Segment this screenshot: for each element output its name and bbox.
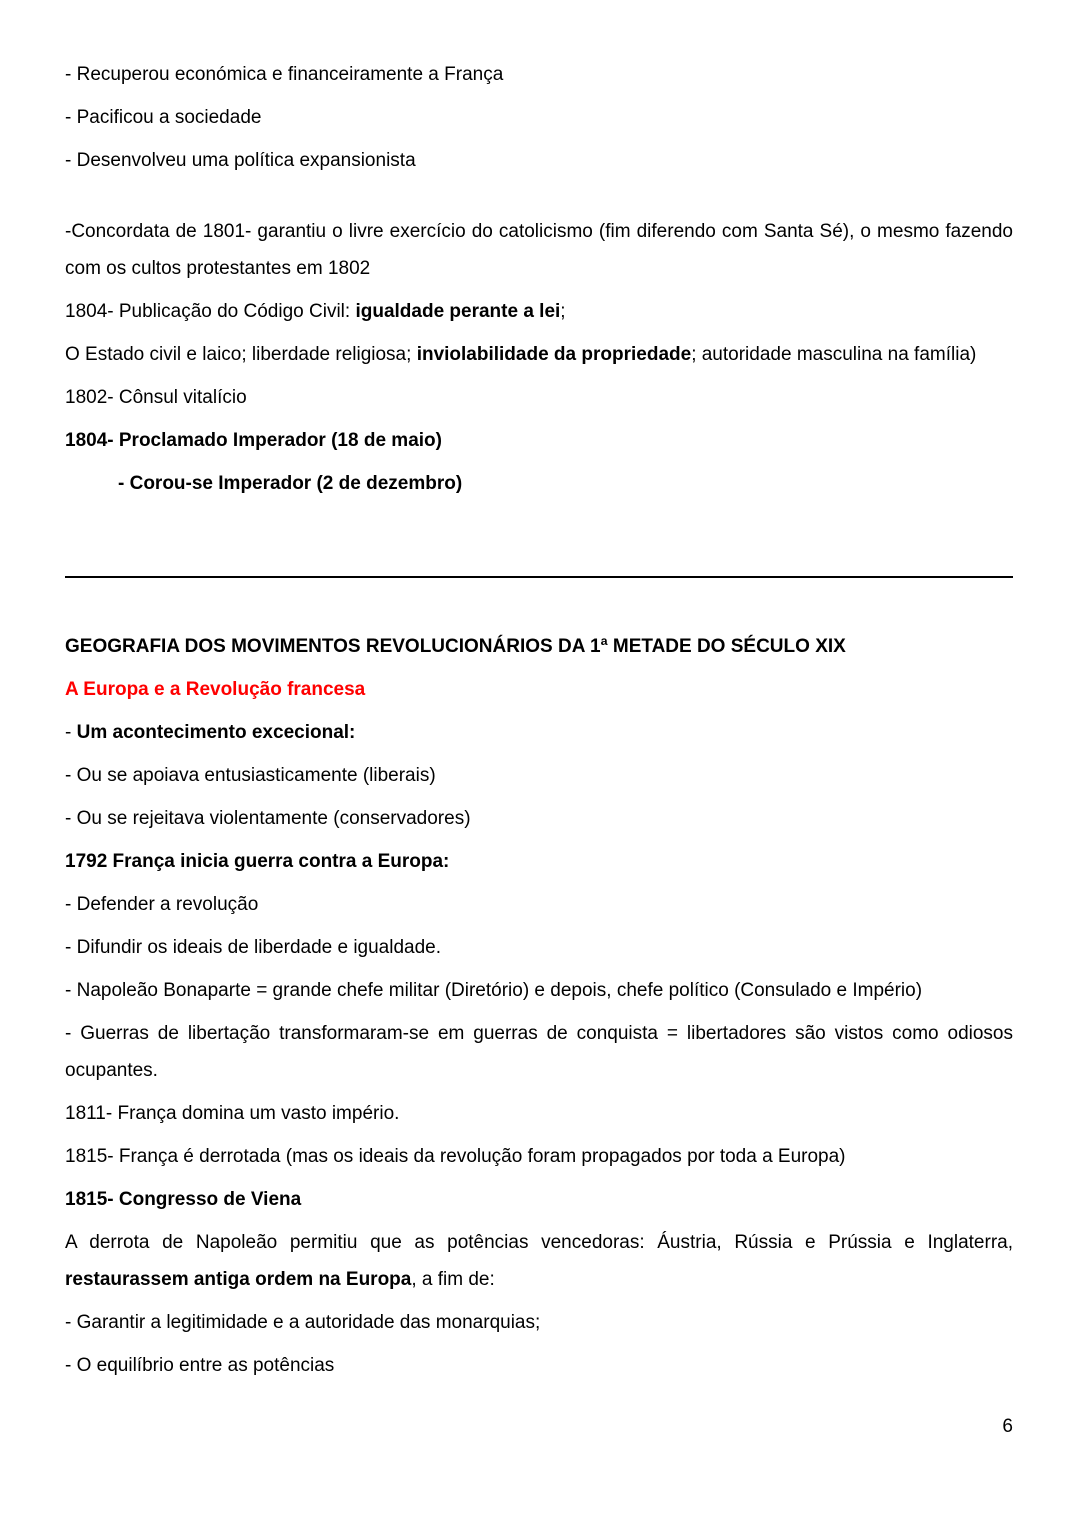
text-run: - Garantir a legitimidade e a autoridade das monarquias;: [65, 1312, 541, 1333]
paragraph: [65, 1224, 1013, 1298]
text-run: - Difundir os ideais de liberdade e igualdade.: [65, 937, 442, 958]
paragraph: [65, 213, 1013, 287]
text-run-bold: A Europa e a Revolução francesa: [65, 679, 366, 700]
text-run: O Estado civil e laico; liberdade religiosa;: [65, 344, 417, 365]
text-run: ;: [560, 301, 566, 322]
text-run: -Concordata de 1801- garantiu o livre exercício do catolicismo (fim diferendo com Santa Sé), o mesmo fazendo com os cultos protestantes em 1802: [65, 221, 1013, 279]
text-run-bold: Um acontecimento excecional:: [76, 722, 356, 743]
text-run: - Ou se apoiava entusiasticamente (liberais): [65, 765, 436, 786]
bullet-line: [65, 714, 1013, 751]
text-run: , a fim de:: [411, 1269, 495, 1290]
bullet-line: [65, 1347, 1013, 1384]
text-run: A derrota de Napoleão permitiu que as potências vencedoras: Áustria, Rússia e Prússia e Inglaterra,: [65, 1232, 1013, 1253]
text-run: - Pacificou a sociedade: [65, 107, 262, 128]
paragraph: [65, 465, 1013, 502]
text-run-bold: 1815- Congresso de Viena: [65, 1189, 302, 1210]
text-run: ; autoridade masculina na família): [691, 344, 977, 365]
text-run: 1811- França domina um vasto império.: [65, 1103, 400, 1124]
paragraph: [65, 843, 1013, 880]
text-run-bold: - Corou-se Imperador (2 de dezembro): [118, 473, 463, 494]
bullet-line: [65, 929, 1013, 966]
text-run-bold: restaurassem antiga ordem na Europa: [65, 1269, 412, 1290]
text-run: 1815- França é derrotada (mas os ideais da revolução foram propagados por toda a Europa): [65, 1146, 846, 1167]
text-run: 1802- Cônsul vitalício: [65, 387, 247, 408]
text-run: 1804- Publicação do Código Civil:: [65, 301, 356, 322]
paragraph: [65, 422, 1013, 459]
text-run: - Guerras de libertação transformaram-se em guerras de conquista = libertadores são vistos como odiosos ocupantes.: [65, 1023, 1013, 1081]
text-run: - Desenvolveu uma política expansionista: [65, 150, 416, 171]
paragraph: [65, 293, 1013, 330]
bullet-line: [65, 1304, 1013, 1341]
page-number: 6: [1002, 1416, 1013, 1437]
bullet-line: [65, 99, 1013, 136]
text-run-bold: 1804- Proclamado Imperador (18 de maio): [65, 430, 442, 451]
subsection-heading: [65, 671, 1013, 708]
text-run-bold: 1792 França inicia guerra contra a Europa:: [65, 851, 450, 872]
paragraph: [65, 379, 1013, 416]
text-run-bold: igualdade perante a lei: [355, 301, 561, 322]
text-run-bold: inviolabilidade da propriedade: [416, 344, 692, 365]
bullet-line: [65, 972, 1013, 1009]
paragraph: [65, 1181, 1013, 1218]
text-run: -: [65, 722, 77, 743]
bullet-line: [65, 56, 1013, 93]
text-run: - Recuperou económica e financeiramente a França: [65, 64, 504, 85]
section-heading: [65, 628, 1013, 665]
bullet-line: [65, 886, 1013, 923]
paragraph: [65, 1138, 1013, 1175]
text-run: - Defender a revolução: [65, 894, 259, 915]
bullet-line: [65, 142, 1013, 179]
document-body: [65, 56, 1013, 1390]
text-run: - O equilíbrio entre as potências: [65, 1355, 335, 1376]
text-run: - Ou se rejeitava violentamente (conservadores): [65, 808, 471, 829]
bullet-line: [65, 800, 1013, 837]
paragraph: [65, 336, 1013, 373]
bullet-line: [65, 757, 1013, 794]
text-run-bold: GEOGRAFIA DOS MOVIMENTOS REVOLUCIONÁRIOS DA 1ª METADE DO SÉCULO XIX: [65, 636, 846, 657]
paragraph: [65, 1095, 1013, 1132]
horizontal-rule: [65, 576, 1013, 578]
paragraph: [65, 1015, 1013, 1089]
text-run: - Napoleão Bonaparte = grande chefe militar (Diretório) e depois, chefe político (Consulado e Império): [65, 980, 923, 1001]
